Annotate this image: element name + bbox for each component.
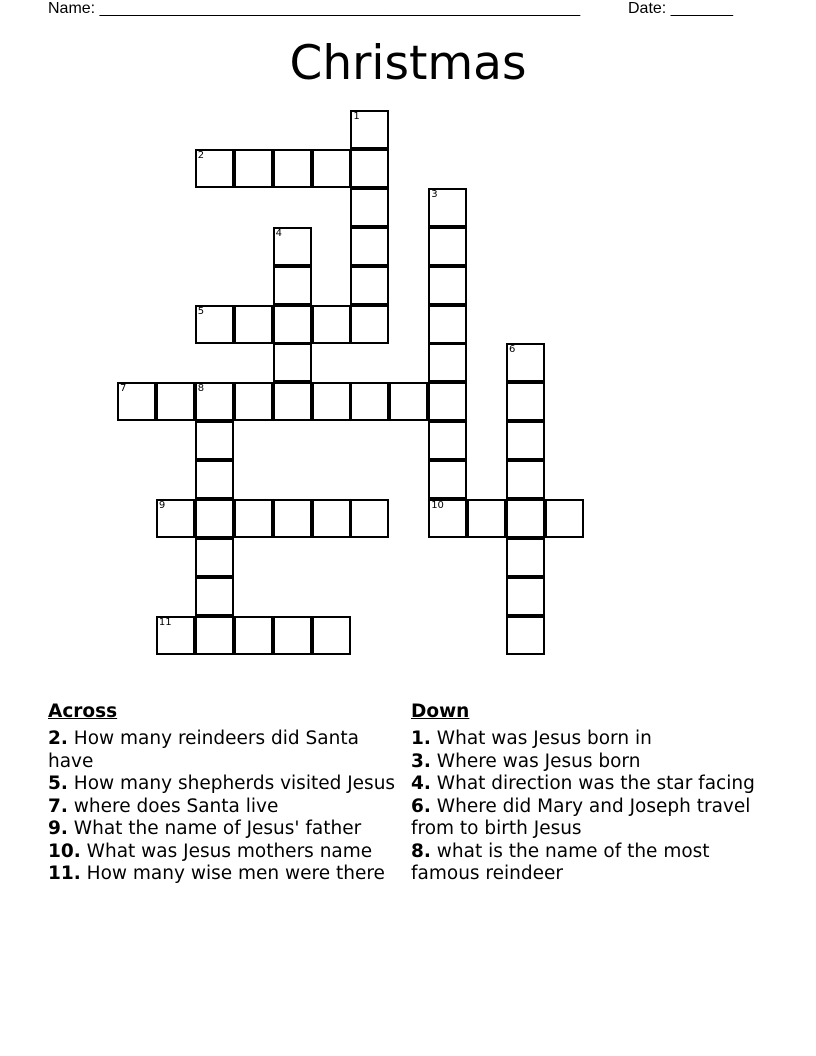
crossword-cell[interactable] [273, 499, 312, 538]
clue-item [411, 751, 763, 774]
clue-item [48, 773, 400, 796]
date-label: Date: [628, 0, 667, 17]
across-heading: Across [48, 701, 118, 722]
crossword-cell[interactable] [195, 577, 234, 616]
crossword-cell[interactable] [195, 538, 234, 577]
clue-number: 6 [509, 344, 516, 356]
date-line [628, 0, 733, 18]
crossword-cell[interactable] [506, 382, 545, 421]
crossword-cell[interactable] [273, 266, 312, 305]
clue-item-number: 6. [411, 795, 431, 817]
crossword-cell[interactable] [273, 305, 312, 344]
clue-number: 9 [158, 500, 166, 511]
crossword-cell[interactable] [350, 266, 389, 305]
crossword-cell[interactable] [350, 110, 389, 149]
crossword-cell[interactable] [506, 616, 545, 655]
crossword-cell[interactable] [273, 343, 312, 382]
clue-number: 10 [431, 500, 444, 511]
clue-item-number: 7. [48, 795, 68, 817]
clue-item-number: 11. [48, 863, 81, 884]
crossword-cell[interactable] [350, 382, 389, 421]
crossword-cell[interactable] [350, 188, 389, 227]
clue-item-text: what is the name of the most famous reindeer [411, 840, 710, 884]
clue-item-text: What the name of Jesus' father [73, 818, 362, 839]
clue-item-number: 8. [411, 840, 431, 862]
crossword-cell[interactable] [350, 305, 389, 344]
clue-item-number: 1. [411, 728, 431, 749]
clue-item-text: Where was Jesus born [436, 750, 641, 772]
clue-number: 5 [197, 305, 205, 317]
clue-item-text: How many reindeers did Santa have [48, 728, 359, 772]
clue-number: 2 [197, 149, 205, 161]
crossword-cell[interactable] [312, 499, 351, 538]
clue-number: 3 [431, 188, 438, 200]
name-label: Name: [48, 0, 96, 17]
crossword-cell[interactable] [195, 149, 234, 188]
crossword-cell[interactable] [428, 227, 467, 266]
crossword-cell[interactable] [506, 460, 545, 499]
clue-item-number: 2. [48, 728, 68, 749]
clue-item-text: What was Jesus born in [436, 728, 652, 749]
crossword-cell[interactable] [234, 149, 273, 188]
crossword-cell[interactable] [156, 382, 195, 421]
crossword-cell[interactable] [350, 149, 389, 188]
clue-item-text: How many wise men were there [86, 863, 385, 884]
crossword-cell[interactable] [467, 499, 506, 538]
clue-number: 1 [353, 111, 360, 122]
crossword-cell[interactable] [428, 499, 467, 538]
clue-item-text: where does Santa live [73, 795, 279, 817]
clue-item-text: Where did Mary and Joseph travel from to birth Jesus [411, 795, 751, 839]
crossword-cell[interactable] [156, 616, 195, 655]
crossword-cell[interactable] [506, 538, 545, 577]
crossword-cell[interactable] [428, 305, 467, 344]
crossword-cell[interactable] [389, 382, 428, 421]
crossword-cell[interactable] [312, 382, 351, 421]
crossword-cell[interactable] [428, 266, 467, 305]
crossword-cell[interactable] [312, 616, 351, 655]
crossword-cell[interactable] [195, 499, 234, 538]
clue-item-number: 5. [48, 773, 68, 794]
crossword-cell[interactable] [195, 460, 234, 499]
clue-number: 11 [158, 616, 172, 628]
crossword-cell[interactable] [273, 382, 312, 421]
name-blank[interactable]: ______________________________________________________ [99, 0, 581, 17]
clue-item [48, 796, 400, 819]
crossword-cell[interactable] [428, 188, 467, 227]
crossword-cell[interactable] [234, 499, 273, 538]
crossword-cell[interactable] [156, 499, 195, 538]
crossword-cell[interactable] [234, 382, 273, 421]
down-clue-list [411, 728, 763, 886]
date-blank[interactable]: _______ [670, 0, 733, 17]
puzzle-title: Christmas [289, 36, 527, 91]
crossword-cell[interactable] [350, 499, 389, 538]
crossword-cell[interactable] [273, 149, 312, 188]
crossword-cell[interactable] [428, 343, 467, 382]
clue-item [411, 773, 763, 796]
crossword-cell[interactable] [195, 382, 234, 421]
crossword-cell[interactable] [117, 382, 156, 421]
down-clues [411, 700, 763, 886]
crossword-cell[interactable] [506, 577, 545, 616]
clue-item [48, 841, 400, 864]
crossword-cell[interactable] [350, 227, 389, 266]
crossword-cell[interactable] [312, 149, 351, 188]
crossword-cell[interactable] [506, 499, 545, 538]
clue-item [411, 728, 763, 751]
across-clue-list [48, 728, 400, 886]
name-line [48, 0, 580, 18]
crossword-cell[interactable] [195, 305, 234, 344]
clue-item [48, 863, 400, 886]
clue-item-text: What direction was the star facing [436, 773, 755, 794]
clue-item [411, 841, 763, 886]
clue-number: 7 [120, 383, 127, 395]
clue-item-number: 10. [48, 840, 81, 862]
clue-item-number: 3. [411, 750, 431, 772]
crossword-cell[interactable] [234, 305, 273, 344]
crossword-cell[interactable] [506, 343, 545, 382]
clue-number: 4 [275, 227, 282, 239]
crossword-cell[interactable] [545, 499, 584, 538]
clue-item-number: 4. [411, 773, 431, 794]
crossword-cell[interactable] [312, 305, 351, 344]
crossword-cell[interactable] [273, 616, 312, 655]
clue-item-text: How many shepherds visited Jesus [73, 773, 396, 794]
crossword-cell[interactable] [428, 421, 467, 460]
clue-item [411, 796, 763, 841]
crossword-cell[interactable] [273, 227, 312, 266]
crossword-cell[interactable] [195, 616, 234, 655]
clue-item [48, 728, 400, 773]
crossword-cell[interactable] [506, 421, 545, 460]
across-clues [48, 700, 400, 886]
crossword-cell[interactable] [428, 460, 467, 499]
crossword-cell[interactable] [195, 421, 234, 460]
clue-item [48, 818, 400, 841]
crossword-cell[interactable] [428, 382, 467, 421]
crossword-cell[interactable] [234, 616, 273, 655]
down-heading: Down [411, 701, 470, 722]
clue-item-number: 9. [48, 818, 68, 839]
clue-number: 8 [197, 383, 205, 395]
clue-item-text: What was Jesus mothers name [86, 840, 373, 862]
